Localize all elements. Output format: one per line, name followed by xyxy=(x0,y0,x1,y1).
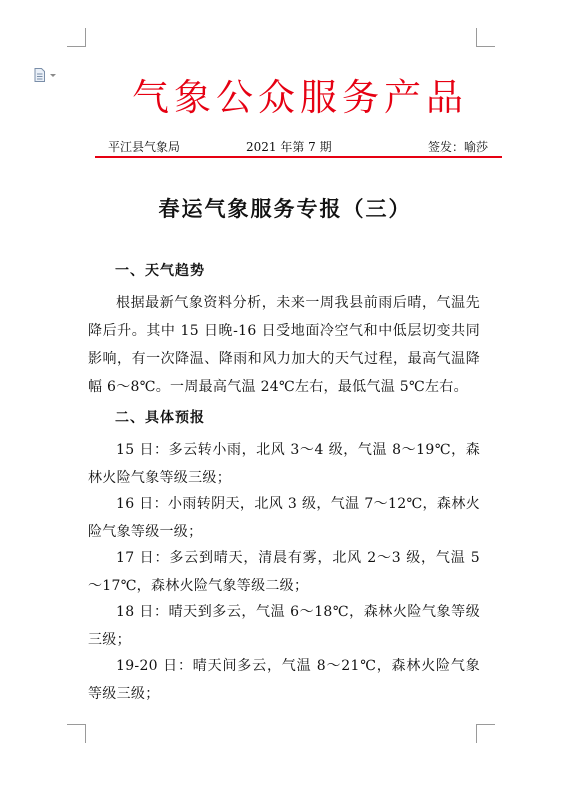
section-heading-forecast: 二、具体预报 xyxy=(115,410,205,426)
forecast-day-17: 17 日：多云到晴天，清晨有雾，北风 2～3 级，气温 5～17℃，森林火险气象等级二级； xyxy=(88,550,480,594)
issuer-name: 平江县气象局 xyxy=(108,140,181,154)
crop-mark-bottom-left xyxy=(67,724,86,743)
paragraph-trend: 根据最新气象资料分析，未来一周我县前雨后晴，气温先降后升。其中 15 日晚-16 日受地面冷空气和中低层切变共同影响，有一次降温、降雨和风力加大的天气过程，最高气温降幅 6～8℃。一周最高气温 24℃左右，最低气温 5℃左右。 xyxy=(88,295,480,395)
crop-mark-top-left xyxy=(67,28,86,47)
masthead-title: 气象公众服务产品 xyxy=(132,76,468,119)
header-red-rule xyxy=(95,156,502,158)
issue-number: 2021 年第 7 期 xyxy=(246,140,332,154)
crop-mark-bottom-right xyxy=(476,724,495,743)
issue-meta xyxy=(108,137,488,157)
section-heading-trend: 一、天气趋势 xyxy=(115,263,205,279)
forecast-day-18: 18 日：晴天到多云，气温 6～18℃，森林火险气象等级三级； xyxy=(88,604,480,648)
document-title: 春运气象服务专报（三） xyxy=(158,196,412,221)
forecast-day-16: 16 日：小雨转阴天，北风 3 级，气温 7～12℃，森林火险气象等级一级； xyxy=(88,496,480,540)
forecast-day-19-20: 19-20 日：晴天间多云，气温 8～21℃，森林火险气象等级三级； xyxy=(88,658,480,702)
document-icon[interactable] xyxy=(33,67,59,81)
forecast-day-15: 15 日：多云转小雨，北风 3～4 级，气温 8～19℃，森林火险气象等级三级； xyxy=(88,442,480,486)
crop-mark-top-right xyxy=(476,28,495,47)
signer: 签发：喻莎 xyxy=(427,140,488,154)
